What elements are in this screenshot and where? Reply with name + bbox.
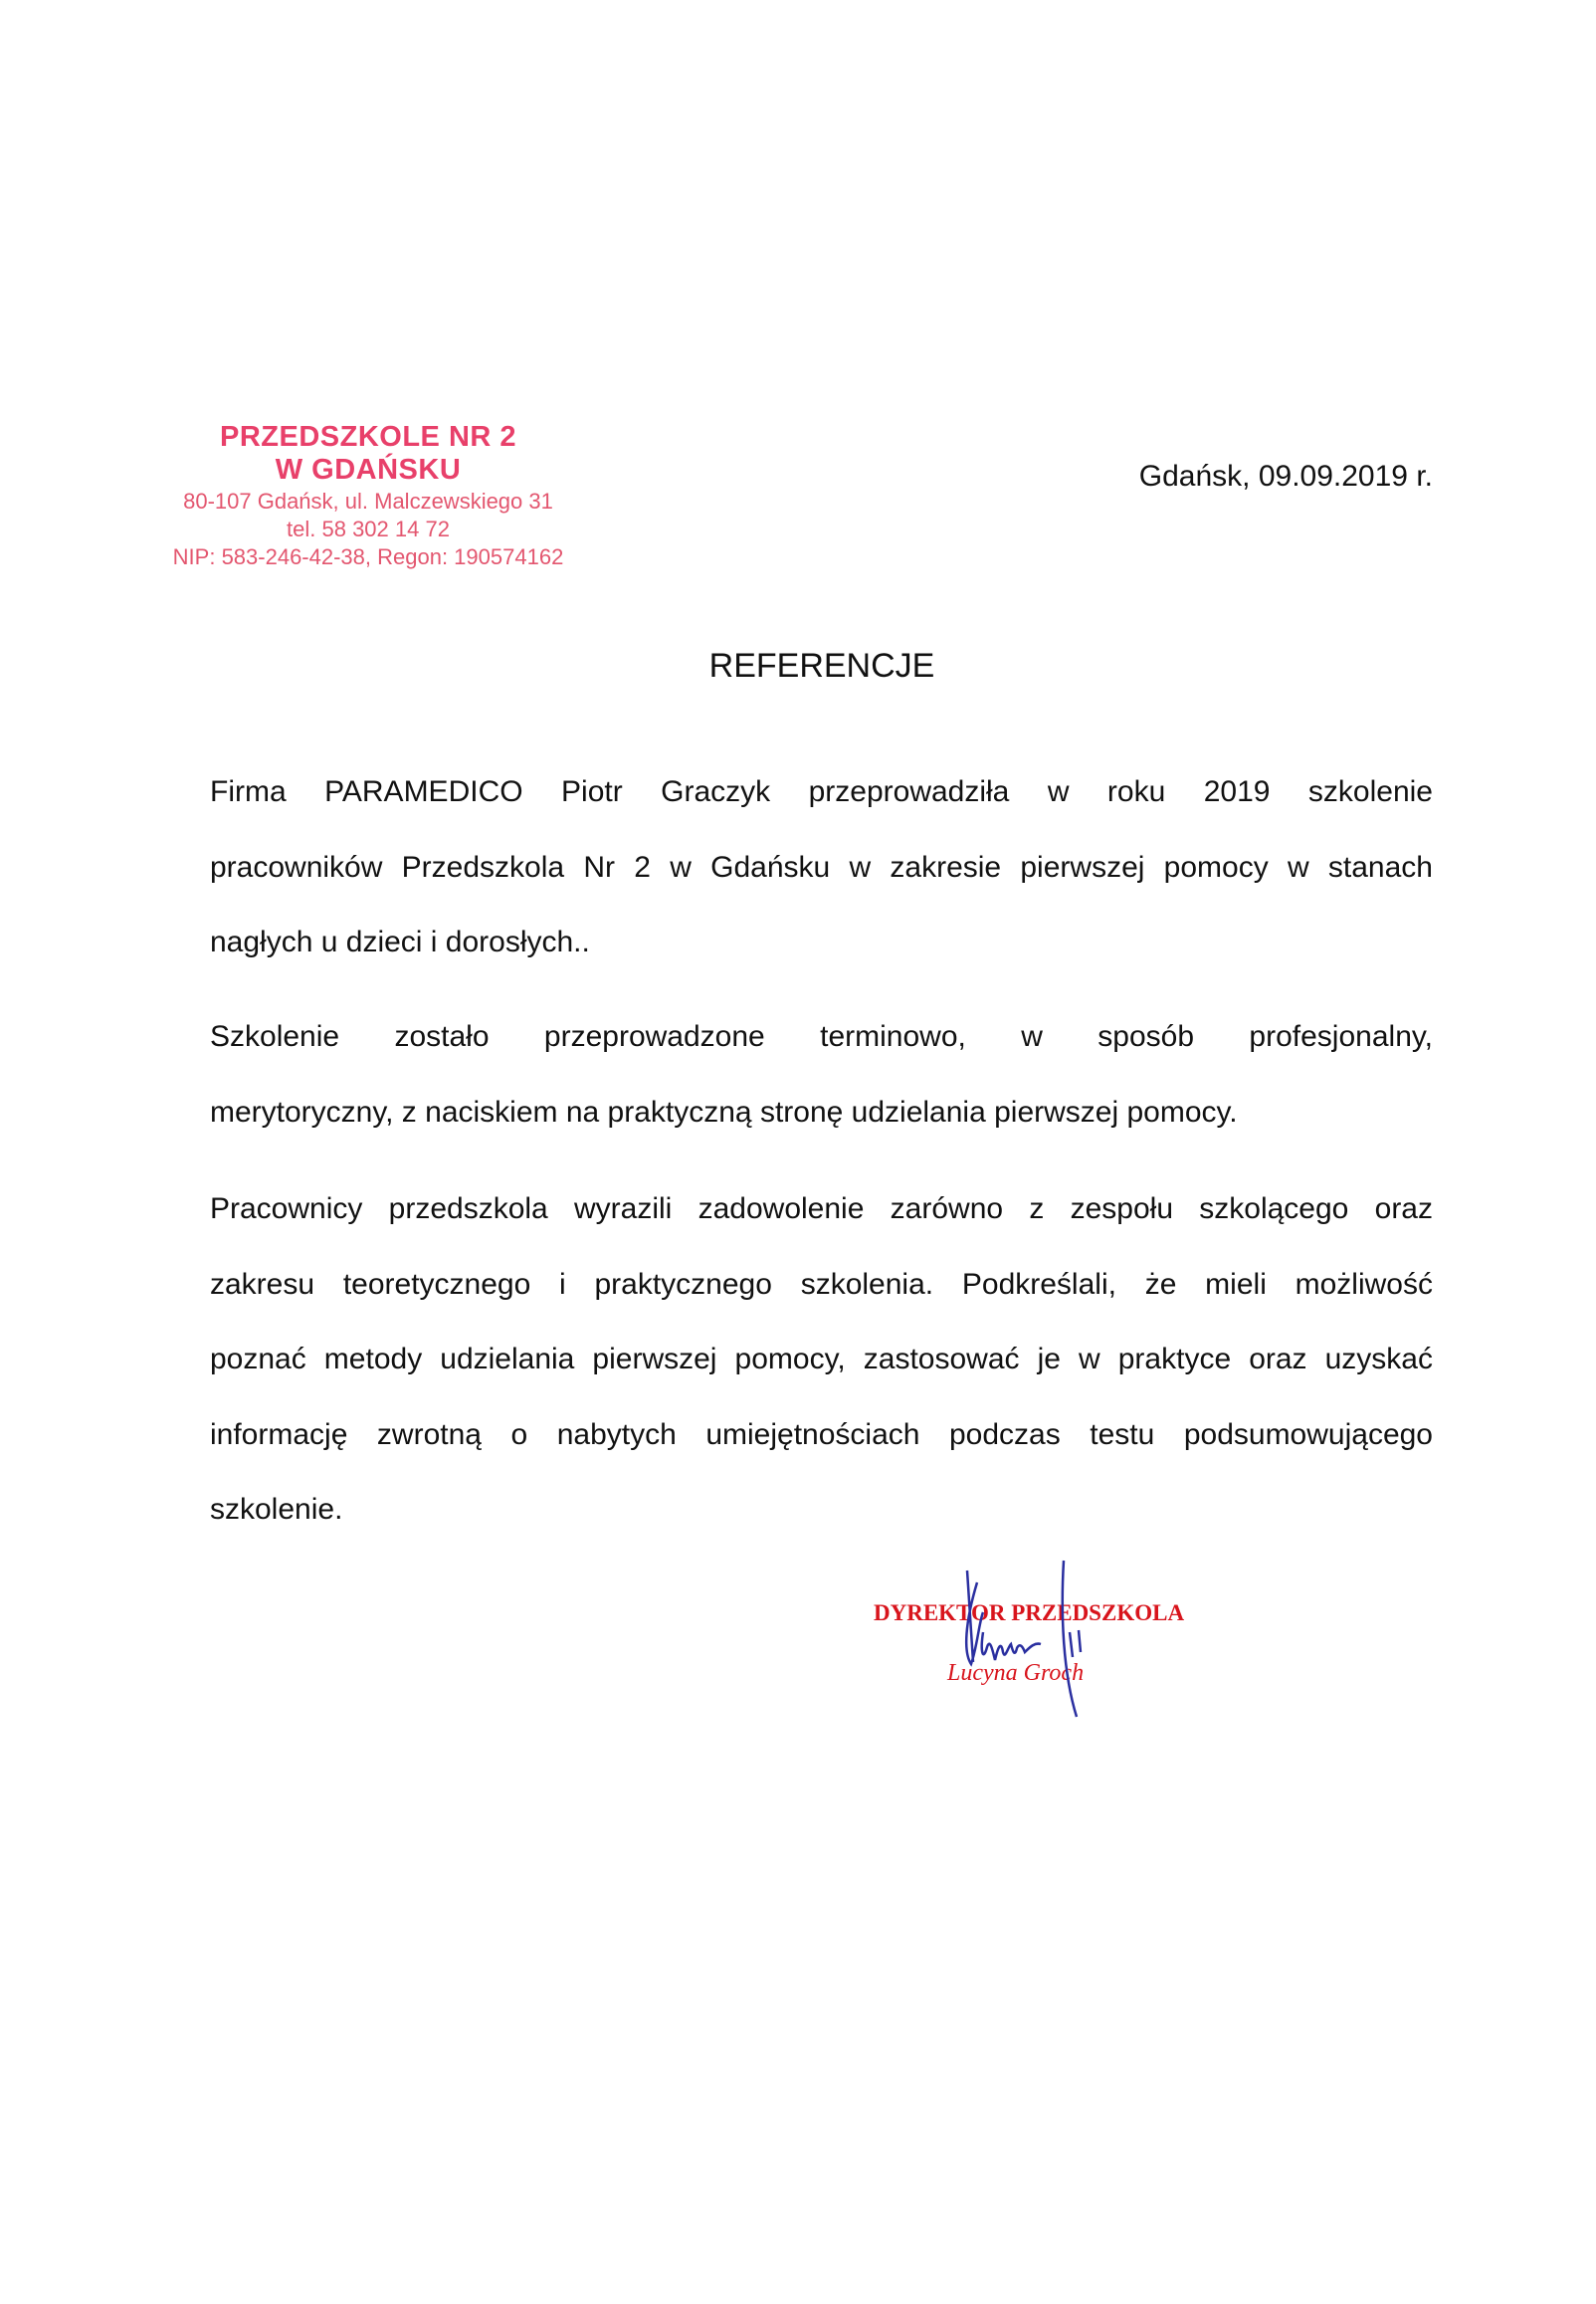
- stamp-title-2: W GDAŃSKU: [275, 454, 462, 486]
- text-line: merytoryczny, z naciskiem na praktyczną stronę udzielania pierwszej pomocy.: [210, 1095, 1238, 1129]
- paragraph-2: [210, 999, 1433, 1150]
- stamp-address: 80-107 Gdańsk, ul. Malczewskiego 31: [183, 489, 553, 514]
- text-line: Pracownicy przedszkola wyrazili zadowolenie zarówno z zespołu szkolącego oraz: [210, 1192, 1433, 1225]
- text-line: zakresu teoretycznego i praktycznego szkolenia. Podkreślali, że mieli możliwość: [210, 1267, 1433, 1301]
- document-title: REFERENCJE: [708, 647, 935, 685]
- text-line: nagłych u dzieci i dorosłych..: [210, 926, 590, 958]
- text-line: informację zwrotną o nabytych umiejętnościach podczas testu podsumowującego: [210, 1417, 1433, 1451]
- stamp-title-1: PRZEDSZKOLE NR 2: [219, 421, 517, 453]
- text-line: Firma PARAMEDICO Piotr Graczyk przeprowadziła w roku 2019 szkolenie: [210, 775, 1433, 808]
- signature-name: Lucyna Groch: [947, 1660, 1085, 1686]
- signature-role: DYREKTOR PRZEDSZKOLA: [874, 1600, 1185, 1625]
- paragraph-3: [210, 1171, 1433, 1548]
- stamp-ids: NIP: 583-246-42-38, Regon: 190574162: [172, 544, 564, 569]
- handwritten-signature: [866, 1553, 1184, 1732]
- paragraph-1: [210, 754, 1433, 980]
- text-line: pracowników Przedszkola Nr 2 w Gdańsku w zakresie pierwszej pomocy w stanach: [210, 850, 1433, 884]
- signature-block: [866, 1553, 1184, 1732]
- text-line: poznać metody udzielania pierwszej pomocy, zastosować je w praktyce oraz uzyskać: [210, 1343, 1433, 1375]
- text-line: Szkolenie zostało przeprowadzone terminowo, w sposób profesjonalny,: [210, 1020, 1433, 1053]
- school-stamp: [129, 423, 607, 568]
- text-line: szkolenie.: [210, 1493, 343, 1526]
- document-date: Gdańsk, 09.09.2019 r.: [1138, 460, 1433, 493]
- stamp-phone: tel. 58 302 14 72: [287, 517, 450, 541]
